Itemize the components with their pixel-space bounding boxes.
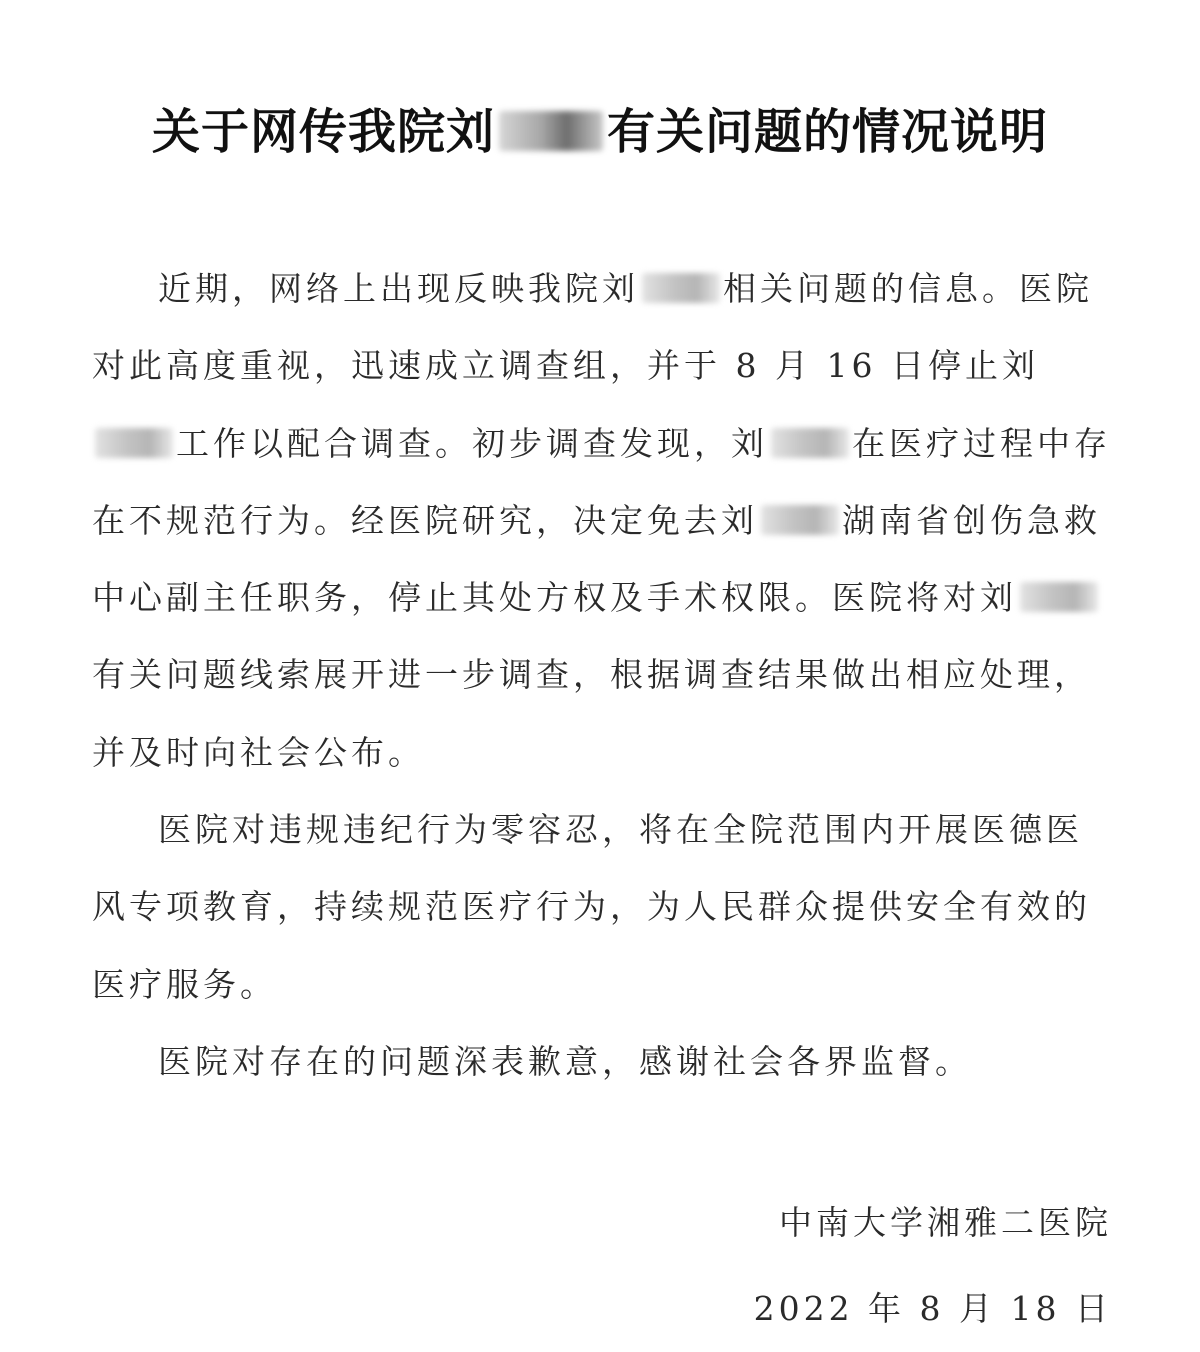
paragraph-apology: 医院对存在的问题深表歉意，感谢社会各界监督。 [158,1041,972,1081]
paragraph-1-segment-6: 有关问题线索展开进一步调查，根据调查结果做出相应处理，并及时向社会公布。 [92,655,1091,772]
paragraph-1-segment-4: 在医疗过程中存在不规范行为。经医院研究，决定免去刘 [92,423,1111,540]
redacted-name-mark [771,428,849,458]
paragraph-investigation [92,250,1112,791]
paragraph-1-segment-1: 近期，网络上出现反映我院刘 [158,269,639,308]
paragraph-1-segment-3: 工作以配合调查。初步调查发现，刘 [176,423,768,463]
signature-date: 2022 年 8 月 18 日 [753,1289,1112,1328]
redacted-name-mark [761,505,839,535]
title-text-start: 关于网传我院刘 [151,104,495,160]
paragraph-zero-tolerance: 医院对违规违纪行为零容忍，将在全院范围内开展医德医风专项教育，持续规范医疗行为，为人民群众提供安全有效的医疗服务。 [92,810,1091,1004]
redacted-name-mark [1020,582,1098,612]
document-title [0,100,1200,164]
title-text-end: 有关问题的情况说明 [607,104,1049,160]
paragraph-1-segment-5: 湖南省创伤急救中心副主任职务，停止其处方权及手术权限。医院将对刘 [92,500,1101,618]
document-body [92,250,1112,1100]
redacted-name-mark [95,428,173,458]
signature-block [754,1180,1112,1352]
paragraph-1-segment-2: 相关问题的信息。医院对此高度重视，迅速成立调查组，并于 8 月 16 日停止刘 [92,269,1093,386]
redacted-name-mark [642,273,720,303]
signature-organization: 中南大学湘雅二医院 [779,1203,1112,1242]
redacted-name-mark [499,111,603,151]
